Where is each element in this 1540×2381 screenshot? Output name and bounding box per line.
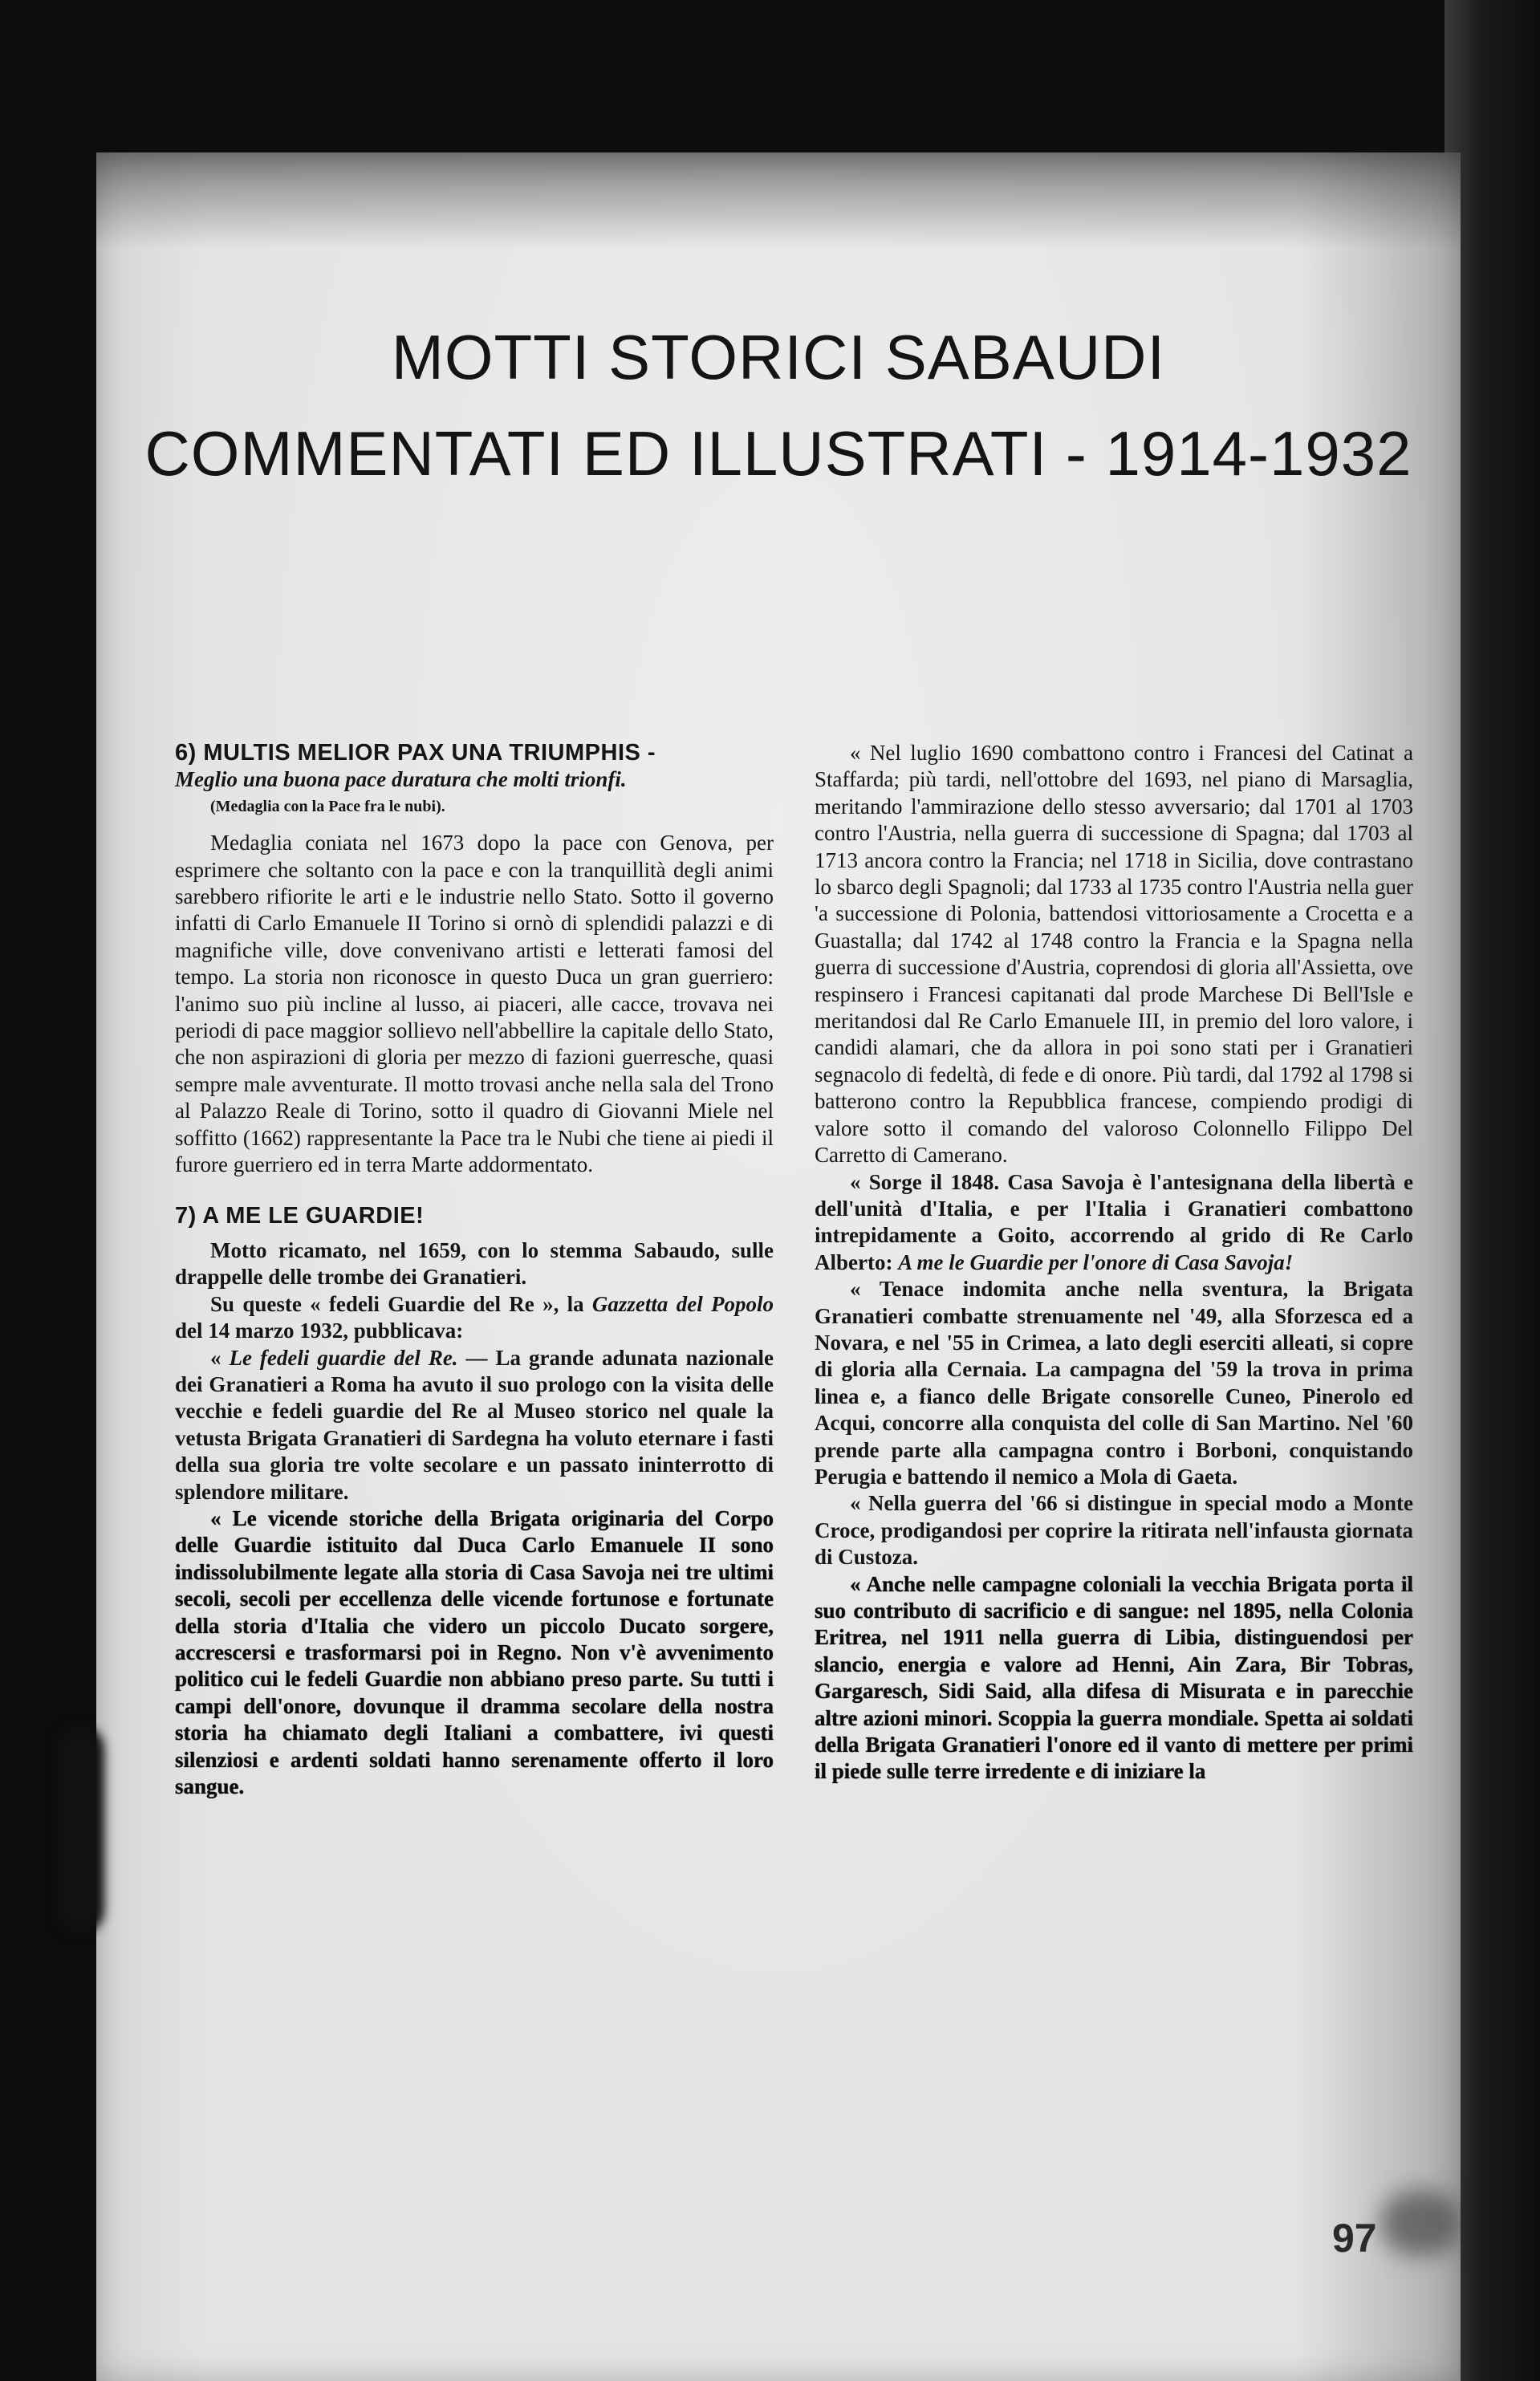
page-title-line-1: MOTTI STORICI SABAUDI — [391, 322, 1166, 392]
page-number: 97 — [1332, 2216, 1377, 2261]
section-6-body: Medaglia coniata nel 1673 dopo la pace con Genova, per esprimere che soltanto con la pace e con la tranquillità degli animi sarebbero rifiorite le arti e le industrie nello Stato. Sotto il governo infatti di Carlo Emanuele II Torino si ornò di splendidi palazzi e di magnifiche ville, dove convenivano artisti e letterati famosi del tempo. La storia non riconosce in questo Duca un gran guerriero: l'animo suo più incline al lusso, ai piaceri, alle cacce, trovava nei periodi di pace maggior sollievo nell'abbellire la capitale dello Stato, che non aspirazioni di gloria per mezzo di fazioni guerresche, quasi sempre male avventurate. Il motto trovasi anche nella sala del Trono al Palazzo Reale di Torino, sotto il quadro di Giovanni Miele nel soffitto (1662) rappresentante la Pace tra le Nubi che tiene ai piedi il furore guerriero ed in terra Marte addormentato. — [175, 831, 774, 1177]
text-run: « Sorge il 1848. Casa Savoja è l'antesignana della libertà e dell'unità d'Italia, e per l'Italia i Granatieri combattono intrepidamente a Goito, accorrendo al grido di Re Carlo Alberto: — [815, 1169, 1413, 1274]
section-7-paragraph — [175, 1291, 774, 1345]
left-column — [175, 740, 774, 1800]
body-paragraph: « Anche nelle campagne coloniali la vecchia Brigata porta il suo contributo di sacrificio e di sangue: nel 1895, nella Colonia Eritrea, nel 1911 nella guerra di Libia, distinguendosi per slancio, energia e valore ad Henni, Ain Zara, Bir Tobras, Gargaresch, Sidi Said, alla difesa di Misurata e in parecchie altre azioni minori. Scoppia la guerra mondiale. Spetta ai soldati della Brigata Granatieri l'onore ed il vanto di mettere per primi il piede sulle terre irredente e di iniziare la — [815, 1571, 1413, 1784]
right-column — [815, 740, 1413, 1786]
section-7-heading: 7) A ME LE GUARDIE! — [175, 1202, 425, 1229]
text-run: del 14 marzo 1932, pubblicava: — [175, 1318, 464, 1343]
section-7-paragraph: Motto ricamato, nel 1659, con lo stemma Sabaudo, sulle drappelle delle trombe dei Granatieri. — [175, 1237, 774, 1290]
body-paragraph — [815, 1169, 1413, 1277]
section-6-translation: Meglio una buona pace duratura che molti trionfi. — [175, 767, 627, 792]
section-7-paragraph — [175, 1345, 774, 1505]
text-run: Su queste « fedeli Guardie del Re », la — [210, 1291, 592, 1316]
motto-quote: A me le Guardie per l'onore di Casa Savoja! — [898, 1249, 1294, 1274]
page-shadow — [96, 152, 1461, 249]
body-paragraph: « Nel luglio 1690 combattono contro i Francesi del Catinat a Staffarda; più tardi, nell'ottobre del 1693, nel piano di Marsaglia, meritando l'ammirazione dello stesso avversario; dal 1701 al 1703 contro l'Austria, nella guerra di successione di Spagna; dal 1703 al 1713 ancora contro la Francia; nel 1718 in Sicilia, dove contrastano lo sbarco degli Spagnoli; dal 1733 al 1735 contro l'Austria nella guer 'a successione di Polonia, battendosi vittoriosamente a Crocetta e a Guastalla; dal 1742 al 1748 contro la Francia e la Spagna nella guerra di successione d'Austria, coprendosi di gloria all'Assietta, ove respinsero i Francesi capitanati dal prode Marchese Di Bell'Isle e meritandosi dal Re Carlo Emanuele III, in premio del loro valore, i candidi alamari, che da allora in poi sono stati per i Granatieri segnacolo di fedeltà, di fede e di onore. Più tardi, dal 1792 al 1798 si batterono contro la Repubblica francese, compiendo prodigi di valore sotto il comando del valoroso Colonnello Filippo Del Carretto di Camerano. — [815, 741, 1413, 1168]
quote-title: Le fedeli guardie del Re. — [229, 1345, 458, 1370]
scan-smudge — [56, 1725, 104, 1934]
text-run: « — [210, 1345, 230, 1370]
body-paragraph: « Nella guerra del '66 si distingue in special modo a Monte Croce, prodigandosi per coprire la ritirata nell'infausta giornata di Custoza. — [815, 1491, 1413, 1570]
scan-smudge — [1380, 2191, 1461, 2255]
document-page — [96, 152, 1461, 2381]
section-7-paragraph: « Le vicende storiche della Brigata originaria del Corpo delle Guardie istituito dal Duca Carlo Emanuele II sono indissolubilmente legate alla storia di Casa Savoja nei tre ultimi secoli, secoli per eccellenza delle vicende fortunose e fortunate della storia d'Italia che videro un piccolo Ducato sorgere, accrescersi e trasformarsi poi in Regno. Non v'è avvenimento politico cui le fedeli Guardie non abbiano preso parte. Su tutti i campi dell'onore, dovunque il dramma secolare della nostra storia ha chiamato degli Italiani a combattere, ivi questi silenziosi e ardenti soldati hanno serenamente offerto il loro sangue. — [175, 1505, 774, 1799]
newspaper-name: Gazzetta del Popolo — [591, 1291, 774, 1316]
section-6-caption: (Medaglia con la Pace fra le nubi). — [210, 797, 445, 815]
body-paragraph: « Tenace indomita anche nella sventura, la Brigata Granatieri combatte strenuamente nel '49, alla Sforzesca ed a Novara, e nel '55 in Crimea, a lato degli eserciti alleati, si copre di gloria alla Cernaia. La campagna del '59 la trova in prima linea e, a fianco delle Brigate consorelle Cuneo, Pinerolo ed Acqui, concorre alla conquista del colle di San Martino. Nel '60 prende parte alla campagna contro i Borboni, conquistando Perugia e battendo il nemico a Mola di Gaeta. — [815, 1277, 1413, 1489]
text-run: — La grande adunata nazionale dei Granatieri a Roma ha avuto il suo prologo con la visita delle vecchie e fedeli guardie del Re al Museo storico nel quale la vetusta Brigata Granatieri di Sardegna ha voluto eternare i fasti della sua gloria tre volte secolare e un passato ininterrotto di splendore militare. — [175, 1345, 774, 1504]
page-title-line-2: COMMENTATI ED ILLUSTRATI - 1914-1932 — [144, 418, 1412, 489]
section-6-heading: 6) MULTIS MELIOR PAX UNA TRIUMPHIS - — [175, 740, 656, 766]
